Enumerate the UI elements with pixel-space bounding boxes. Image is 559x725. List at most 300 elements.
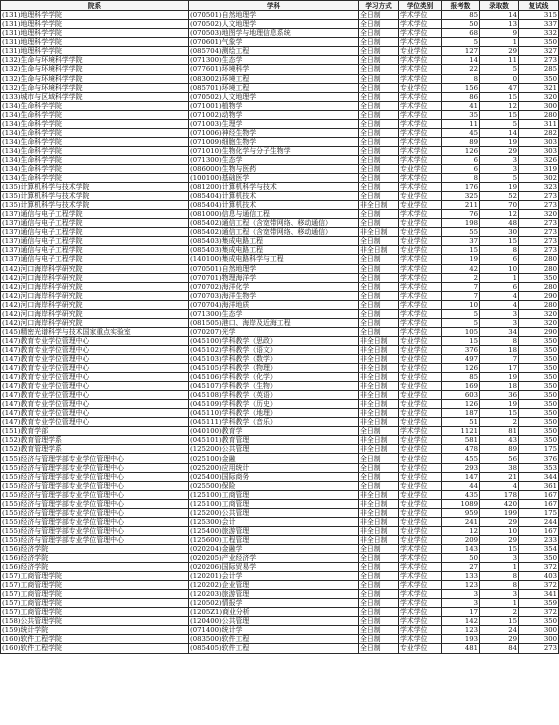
cell-subject: (071001)植物学 xyxy=(189,101,359,110)
cell-degree-type: 专业学位 xyxy=(399,47,442,56)
table-row xyxy=(1,300,559,309)
table-row xyxy=(1,309,559,318)
table-row xyxy=(1,327,559,336)
cell-dept: (155)经济与管理学部专业学位管理中心 xyxy=(1,481,189,490)
cell-subject: (025100)金融 xyxy=(189,454,359,463)
cell-study-mode: 全日制 xyxy=(359,11,399,20)
table-row xyxy=(1,110,559,119)
cell-applicants: 55 xyxy=(442,228,480,237)
cell-applicants: 8 xyxy=(442,174,480,183)
cell-study-mode: 全日制 xyxy=(359,463,399,472)
table-row xyxy=(1,92,559,101)
cell-study-mode: 全日制 xyxy=(359,635,399,644)
cell-subject: (070601)气象学 xyxy=(189,38,359,47)
table-row xyxy=(1,336,559,345)
cell-retest-line: 280 xyxy=(519,255,559,264)
cell-admitted: 10 xyxy=(480,264,519,273)
cell-study-mode: 全日制 xyxy=(359,454,399,463)
cell-degree-type: 学术学位 xyxy=(399,282,442,291)
cell-retest-line: 244 xyxy=(519,517,559,526)
cell-admitted: 17 xyxy=(480,364,519,373)
cell-admitted: 19 xyxy=(480,400,519,409)
table-row xyxy=(1,219,559,228)
cell-retest-line: 350 xyxy=(519,400,559,409)
header-subject: 学科 xyxy=(189,1,359,11)
cell-study-mode: 全日制 xyxy=(359,590,399,599)
cell-retest-line: 290 xyxy=(519,327,559,336)
table-row xyxy=(1,499,559,508)
cell-degree-type: 学术学位 xyxy=(399,255,442,264)
table-row xyxy=(1,554,559,563)
cell-admitted: 18 xyxy=(480,345,519,354)
cell-dept: (147)教育专业学位管理中心 xyxy=(1,391,189,400)
cell-degree-type: 学术学位 xyxy=(399,101,442,110)
cell-admitted: 6 xyxy=(480,255,519,264)
cell-admitted: 1 xyxy=(480,563,519,572)
table-row xyxy=(1,454,559,463)
cell-dept: (155)经济与管理学部专业学位管理中心 xyxy=(1,499,189,508)
cell-study-mode: 全日制 xyxy=(359,146,399,155)
cell-subject: (071300)生态学 xyxy=(189,309,359,318)
header-dept: 院系 xyxy=(1,1,189,11)
cell-admitted: 1 xyxy=(480,273,519,282)
cell-study-mode: 全日制 xyxy=(359,626,399,635)
cell-applicants: 143 xyxy=(442,544,480,553)
table-row xyxy=(1,590,559,599)
cell-dept: (147)教育专业学位管理中心 xyxy=(1,345,189,354)
table-row xyxy=(1,246,559,255)
table-row xyxy=(1,472,559,481)
cell-degree-type: 学术学位 xyxy=(399,92,442,101)
cell-subject: (085402)通信工程（含宽带网络、移动通信） xyxy=(189,219,359,228)
cell-admitted: 2 xyxy=(480,418,519,427)
cell-applicants: 187 xyxy=(442,409,480,418)
cell-degree-type: 专业学位 xyxy=(399,345,442,354)
cell-subject: (025200)应用统计 xyxy=(189,463,359,472)
cell-dept: (155)经济与管理学部专业学位管理中心 xyxy=(1,454,189,463)
cell-admitted: 34 xyxy=(480,327,519,336)
cell-admitted: 178 xyxy=(480,490,519,499)
cell-degree-type: 学术学位 xyxy=(399,119,442,128)
cell-subject: (085405)软件工程 xyxy=(189,644,359,653)
table-row xyxy=(1,544,559,553)
cell-study-mode: 非全日制 xyxy=(359,490,399,499)
cell-admitted: 19 xyxy=(480,183,519,192)
cell-degree-type: 专业学位 xyxy=(399,336,442,345)
cell-subject: (045105)学科教学（物理） xyxy=(189,364,359,373)
cell-applicants: 44 xyxy=(442,481,480,490)
cell-admitted: 14 xyxy=(480,128,519,137)
cell-study-mode: 全日制 xyxy=(359,481,399,490)
cell-degree-type: 专业学位 xyxy=(399,517,442,526)
cell-dept: (145)精密光谱科学与技术国家重点实验室 xyxy=(1,327,189,336)
table-row xyxy=(1,526,559,535)
cell-degree-type: 专业学位 xyxy=(399,219,442,228)
cell-applicants: 1121 xyxy=(442,427,480,436)
table-row xyxy=(1,119,559,128)
cell-applicants: 123 xyxy=(442,581,480,590)
cell-retest-line: 273 xyxy=(519,644,559,653)
cell-degree-type: 专业学位 xyxy=(399,535,442,544)
cell-study-mode: 全日制 xyxy=(359,309,399,318)
cell-dept: (155)经济与管理学部专业学位管理中心 xyxy=(1,490,189,499)
cell-dept: (131)地理科学学院 xyxy=(1,47,189,56)
cell-applicants: 51 xyxy=(442,418,480,427)
cell-retest-line: 300 xyxy=(519,635,559,644)
cell-applicants: 12 xyxy=(442,526,480,535)
cell-retest-line: 350 xyxy=(519,345,559,354)
cell-retest-line: 359 xyxy=(519,599,559,608)
cell-study-mode: 非全日制 xyxy=(359,535,399,544)
cell-retest-line: 273 xyxy=(519,237,559,246)
cell-degree-type: 学术学位 xyxy=(399,264,442,273)
cell-admitted: 9 xyxy=(480,29,519,38)
table-row xyxy=(1,572,559,581)
table-row xyxy=(1,11,559,20)
cell-admitted: 420 xyxy=(480,499,519,508)
cell-dept: (147)教育专业学位管理中心 xyxy=(1,400,189,409)
cell-retest-line: 361 xyxy=(519,481,559,490)
cell-subject: (083500)软件工程 xyxy=(189,635,359,644)
cell-applicants: 6 xyxy=(442,155,480,164)
table-row xyxy=(1,56,559,65)
cell-study-mode: 全日制 xyxy=(359,74,399,83)
cell-applicants: 15 xyxy=(442,246,480,255)
cell-study-mode: 全日制 xyxy=(359,29,399,38)
cell-subject: (120201)会计学 xyxy=(189,572,359,581)
cell-study-mode: 全日制 xyxy=(359,544,399,553)
cell-study-mode: 全日制 xyxy=(359,608,399,617)
cell-applicants: 198 xyxy=(442,219,480,228)
cell-dept: (155)经济与管理学部专业学位管理中心 xyxy=(1,526,189,535)
cell-retest-line: 320 xyxy=(519,318,559,327)
cell-subject: (085403)集成电路工程 xyxy=(189,246,359,255)
cell-degree-type: 专业学位 xyxy=(399,364,442,373)
cell-subject: (086000)生物与医药 xyxy=(189,164,359,173)
cell-degree-type: 专业学位 xyxy=(399,526,442,535)
cell-dept: (137)通信与电子工程学院 xyxy=(1,255,189,264)
cell-study-mode: 非全日制 xyxy=(359,246,399,255)
table-row xyxy=(1,373,559,382)
table-row xyxy=(1,264,559,273)
cell-applicants: 241 xyxy=(442,517,480,526)
cell-admitted: 29 xyxy=(480,47,519,56)
cell-dept: (142)河口海岸科学研究院 xyxy=(1,291,189,300)
cell-applicants: 11 xyxy=(442,119,480,128)
cell-applicants: 86 xyxy=(442,92,480,101)
cell-applicants: 10 xyxy=(442,300,480,309)
cell-degree-type: 学术学位 xyxy=(399,626,442,635)
cell-degree-type: 专业学位 xyxy=(399,490,442,499)
cell-applicants: 19 xyxy=(442,255,480,264)
cell-subject: (085704)测绘工程 xyxy=(189,47,359,56)
cell-degree-type: 学术学位 xyxy=(399,110,442,119)
cell-retest-line: 350 xyxy=(519,336,559,345)
cell-admitted: 199 xyxy=(480,508,519,517)
table-row xyxy=(1,282,559,291)
cell-subject: (083002)环境工程 xyxy=(189,74,359,83)
cell-admitted: 10 xyxy=(480,526,519,535)
cell-applicants: 603 xyxy=(442,391,480,400)
cell-applicants: 1089 xyxy=(442,499,480,508)
cell-study-mode: 全日制 xyxy=(359,38,399,47)
cell-retest-line: 350 xyxy=(519,409,559,418)
cell-dept: (147)教育专业学位管理中心 xyxy=(1,373,189,382)
cell-applicants: 7 xyxy=(442,291,480,300)
cell-degree-type: 专业学位 xyxy=(399,83,442,92)
cell-dept: (134)生命科学学院 xyxy=(1,110,189,119)
cell-applicants: 68 xyxy=(442,29,480,38)
cell-dept: (157)工商管理学院 xyxy=(1,590,189,599)
cell-study-mode: 全日制 xyxy=(359,164,399,173)
cell-study-mode: 全日制 xyxy=(359,300,399,309)
cell-subject: (081200)计算机科学与技术 xyxy=(189,183,359,192)
header-study-mode: 学习方式 xyxy=(359,1,399,11)
cell-degree-type: 专业学位 xyxy=(399,400,442,409)
cell-retest-line: 350 xyxy=(519,427,559,436)
cell-retest-line: 350 xyxy=(519,38,559,47)
cell-retest-line: 273 xyxy=(519,56,559,65)
table-row xyxy=(1,183,559,192)
table-row xyxy=(1,517,559,526)
cell-degree-type: 学术学位 xyxy=(399,146,442,155)
cell-admitted: 15 xyxy=(480,544,519,553)
cell-subject: (070701)物理海洋学 xyxy=(189,273,359,282)
table-row xyxy=(1,65,559,74)
cell-subject: (140100)集成电路科学与工程 xyxy=(189,255,359,264)
cell-study-mode: 全日制 xyxy=(359,264,399,273)
cell-subject: (125200)公共管理 xyxy=(189,445,359,454)
table-row xyxy=(1,38,559,47)
cell-admitted: 12 xyxy=(480,210,519,219)
table-row xyxy=(1,20,559,29)
cell-applicants: 123 xyxy=(442,626,480,635)
cell-degree-type: 学术学位 xyxy=(399,65,442,74)
cell-retest-line: 311 xyxy=(519,119,559,128)
cell-retest-line: 167 xyxy=(519,499,559,508)
cell-study-mode: 全日制 xyxy=(359,65,399,74)
cell-retest-line: 315 xyxy=(519,11,559,20)
cell-study-mode: 非全日制 xyxy=(359,517,399,526)
cell-admitted: 3 xyxy=(480,554,519,563)
cell-degree-type: 学术学位 xyxy=(399,174,442,183)
cell-retest-line: 350 xyxy=(519,418,559,427)
cell-admitted: 1 xyxy=(480,38,519,47)
cell-applicants: 293 xyxy=(442,463,480,472)
cell-study-mode: 全日制 xyxy=(359,210,399,219)
table-row xyxy=(1,644,559,653)
cell-admitted: 12 xyxy=(480,101,519,110)
cell-subject: (045100)学科教学（思政） xyxy=(189,336,359,345)
cell-retest-line: 280 xyxy=(519,300,559,309)
cell-retest-line: 273 xyxy=(519,228,559,237)
cell-degree-type: 学术学位 xyxy=(399,554,442,563)
cell-subject: (045111)学科教学（音乐） xyxy=(189,418,359,427)
cell-applicants: 85 xyxy=(442,11,480,20)
cell-admitted: 8 xyxy=(480,336,519,345)
cell-admitted: 1 xyxy=(480,599,519,608)
cell-admitted: 3 xyxy=(480,318,519,327)
cell-applicants: 5 xyxy=(442,309,480,318)
cell-dept: (137)通信与电子工程学院 xyxy=(1,246,189,255)
cell-admitted: 4 xyxy=(480,481,519,490)
cell-study-mode: 全日制 xyxy=(359,273,399,282)
cell-subject: (045102)学科教学（语文） xyxy=(189,345,359,354)
cell-dept: (155)经济与管理学部专业学位管理中心 xyxy=(1,472,189,481)
cell-applicants: 133 xyxy=(442,572,480,581)
cell-admitted: 84 xyxy=(480,644,519,653)
cell-subject: (125200)公共管理 xyxy=(189,508,359,517)
cell-admitted: 3 xyxy=(480,155,519,164)
cell-degree-type: 专业学位 xyxy=(399,436,442,445)
cell-applicants: 478 xyxy=(442,445,480,454)
cell-retest-line: 372 xyxy=(519,563,559,572)
cell-subject: (070501)自然地理学 xyxy=(189,11,359,20)
cell-subject: (081505)港口、海岸及近海工程 xyxy=(189,318,359,327)
cell-study-mode: 全日制 xyxy=(359,255,399,264)
cell-admitted: 56 xyxy=(480,454,519,463)
header-applicants: 报考数 xyxy=(442,1,480,11)
table-row xyxy=(1,155,559,164)
cell-admitted: 48 xyxy=(480,219,519,228)
cell-subject: (070702)海洋化学 xyxy=(189,282,359,291)
cell-dept: (160)软件工程学院 xyxy=(1,644,189,653)
cell-retest-line: 350 xyxy=(519,382,559,391)
cell-subject: (071009)细胞生物学 xyxy=(189,137,359,146)
cell-admitted: 15 xyxy=(480,92,519,101)
cell-degree-type: 学术学位 xyxy=(399,318,442,327)
cell-retest-line: 350 xyxy=(519,554,559,563)
cell-degree-type: 专业学位 xyxy=(399,644,442,653)
cell-subject: (125100)工商管理 xyxy=(189,490,359,499)
cell-study-mode: 全日制 xyxy=(359,599,399,608)
cell-retest-line: 350 xyxy=(519,74,559,83)
cell-subject: (045108)学科教学（英语） xyxy=(189,391,359,400)
cell-dept: (155)经济与管理学部专业学位管理中心 xyxy=(1,463,189,472)
cell-dept: (142)河口海岸科学研究院 xyxy=(1,282,189,291)
table-row xyxy=(1,490,559,499)
table-row xyxy=(1,210,559,219)
cell-dept: (134)生命科学学院 xyxy=(1,164,189,173)
cell-applicants: 176 xyxy=(442,183,480,192)
cell-retest-line: 350 xyxy=(519,617,559,626)
cell-study-mode: 全日制 xyxy=(359,581,399,590)
cell-study-mode: 全日制 xyxy=(359,20,399,29)
cell-subject: (071400)统计学 xyxy=(189,626,359,635)
header-retest-line: 复试线 xyxy=(519,1,559,11)
cell-degree-type: 学术学位 xyxy=(399,563,442,572)
table-row xyxy=(1,273,559,282)
cell-subject: (125100)工商管理 xyxy=(189,499,359,508)
cell-admitted: 15 xyxy=(480,617,519,626)
cell-applicants: 42 xyxy=(442,264,480,273)
cell-study-mode: 非全日制 xyxy=(359,499,399,508)
cell-applicants: 959 xyxy=(442,508,480,517)
cell-retest-line: 337 xyxy=(519,20,559,29)
cell-study-mode: 非全日制 xyxy=(359,373,399,382)
cell-subject: (085403)集成电路工程 xyxy=(189,237,359,246)
cell-study-mode: 非全日制 xyxy=(359,436,399,445)
table-row xyxy=(1,581,559,590)
cell-dept: (137)通信与电子工程学院 xyxy=(1,237,189,246)
table-row xyxy=(1,626,559,635)
cell-dept: (142)河口海岸科学研究院 xyxy=(1,300,189,309)
cell-dept: (134)生命科学学院 xyxy=(1,119,189,128)
cell-degree-type: 学术学位 xyxy=(399,155,442,164)
cell-retest-line: 280 xyxy=(519,282,559,291)
cell-dept: (147)教育专业学位管理中心 xyxy=(1,418,189,427)
cell-subject: (120203)旅游管理 xyxy=(189,590,359,599)
table-row xyxy=(1,146,559,155)
cell-admitted: 15 xyxy=(480,237,519,246)
cell-degree-type: 学术学位 xyxy=(399,617,442,626)
table-row xyxy=(1,29,559,38)
cell-subject: (125300)会计 xyxy=(189,517,359,526)
cell-applicants: 50 xyxy=(442,20,480,29)
table-row xyxy=(1,47,559,56)
cell-applicants: 17 xyxy=(442,608,480,617)
cell-applicants: 8 xyxy=(442,74,480,83)
cell-admitted: 13 xyxy=(480,20,519,29)
cell-retest-line: 350 xyxy=(519,354,559,363)
cell-subject: (070704)海洋地质 xyxy=(189,300,359,309)
cell-retest-line: 303 xyxy=(519,137,559,146)
cell-subject: (1205Z1)商业分析 xyxy=(189,608,359,617)
cell-degree-type: 学术学位 xyxy=(399,635,442,644)
table-row xyxy=(1,382,559,391)
cell-admitted: 29 xyxy=(480,535,519,544)
cell-dept: (131)地理科学学院 xyxy=(1,29,189,38)
cell-dept: (156)经济学院 xyxy=(1,563,189,572)
cell-admitted: 3 xyxy=(480,309,519,318)
cell-retest-line: 372 xyxy=(519,608,559,617)
cell-subject: (045106)学科教学（化学） xyxy=(189,373,359,382)
cell-dept: (132)生命与环境科学学院 xyxy=(1,83,189,92)
cell-study-mode: 全日制 xyxy=(359,554,399,563)
cell-admitted: 8 xyxy=(480,581,519,590)
cell-dept: (131)地理科学学院 xyxy=(1,38,189,47)
cell-applicants: 497 xyxy=(442,354,480,363)
cell-applicants: 14 xyxy=(442,56,480,65)
cell-applicants: 126 xyxy=(442,400,480,409)
cell-applicants: 15 xyxy=(442,336,480,345)
cell-applicants: 126 xyxy=(442,146,480,155)
table-row xyxy=(1,409,559,418)
cell-admitted: 38 xyxy=(480,463,519,472)
cell-dept: (131)地理科学学院 xyxy=(1,11,189,20)
cell-dept: (156)经济学院 xyxy=(1,554,189,563)
cell-study-mode: 非全日制 xyxy=(359,508,399,517)
table-row xyxy=(1,255,559,264)
cell-subject: (125600)工程管理 xyxy=(189,535,359,544)
cell-applicants: 481 xyxy=(442,644,480,653)
cell-admitted: 15 xyxy=(480,110,519,119)
cell-study-mode: 全日制 xyxy=(359,219,399,228)
cell-study-mode: 全日制 xyxy=(359,174,399,183)
cell-study-mode: 全日制 xyxy=(359,282,399,291)
cell-admitted: 5 xyxy=(480,119,519,128)
cell-degree-type: 专业学位 xyxy=(399,237,442,246)
cell-admitted: 36 xyxy=(480,391,519,400)
cell-dept: (142)河口海岸科学研究院 xyxy=(1,318,189,327)
cell-admitted: 18 xyxy=(480,382,519,391)
cell-retest-line: 320 xyxy=(519,309,559,318)
cell-applicants: 3 xyxy=(442,590,480,599)
cell-subject: (085701)环境工程 xyxy=(189,83,359,92)
cell-retest-line: 319 xyxy=(519,164,559,173)
cell-study-mode: 全日制 xyxy=(359,47,399,56)
cell-retest-line: 350 xyxy=(519,373,559,382)
